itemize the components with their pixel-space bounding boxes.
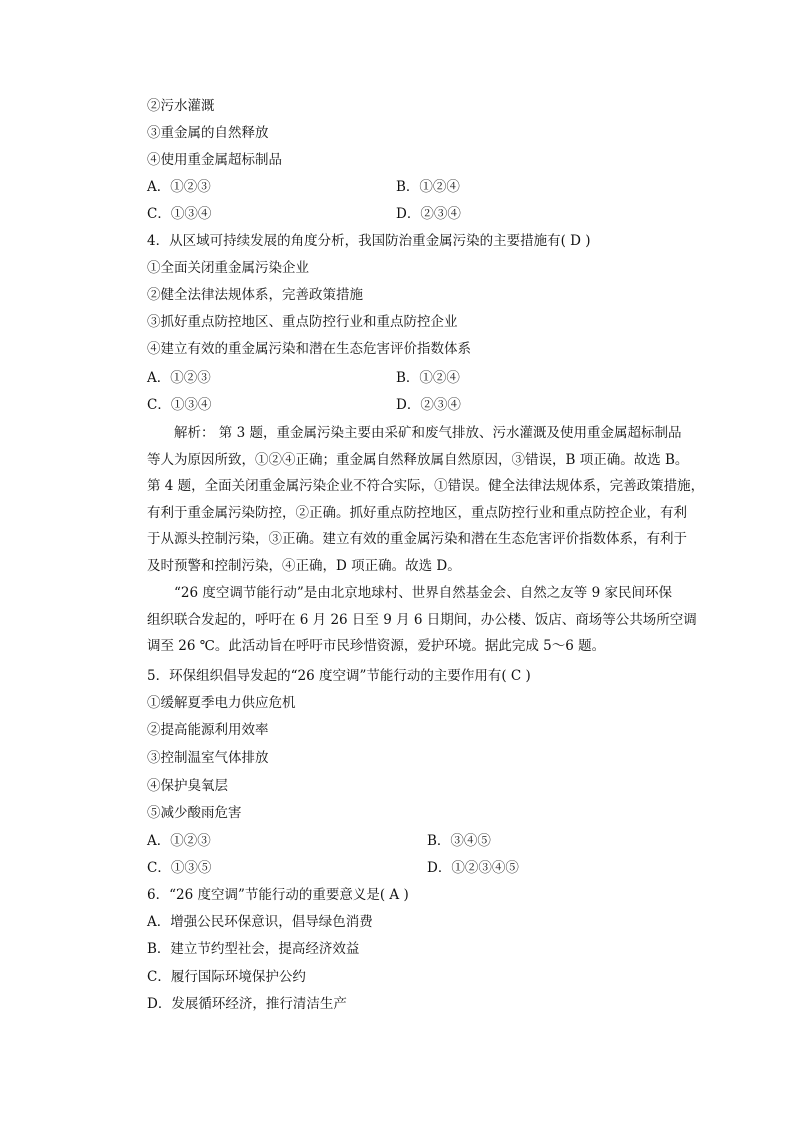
q4-option-a: A．①②③: [147, 370, 211, 386]
q3-item-4: ④使用重金属超标制品: [147, 152, 282, 168]
analysis-line: 解析： 第 3 题，重金属污染主要由采矿和废气排放、污水灌溉及使用重金属超标制品: [174, 425, 682, 441]
q4-item-4: ④建立有效的重金属污染和潜在生态危害评价指数体系: [147, 341, 471, 357]
analysis-line: 第 4 题，全面关闭重金属污染企业不符合实际，①错误。健全法律法规体系，完善政策措施，: [147, 478, 705, 494]
q3-item-2: ②污水灌溉: [147, 98, 215, 114]
analysis-line: 等人为原因所致，①②④正确；重金属自然释放属自然原因，③错误，B 项正确。故选 B。: [147, 451, 689, 468]
q4-item-1: ①全面关闭重金属污染企业: [147, 260, 309, 276]
q4-item-2: ②健全法律法规体系，完善政策措施: [147, 287, 363, 303]
q3-option-a: A．①②③: [147, 179, 211, 195]
q3-option-d: D．②③④: [396, 206, 461, 222]
q3-option-c: C．①③④: [147, 206, 212, 222]
q5-item-1: ①缓解夏季电力供应危机: [147, 695, 296, 711]
q5-item-4: ④保护臭氧层: [147, 778, 228, 794]
q6-option-d: D．发展循环经济，推行清洁生产: [147, 996, 347, 1012]
q4-stem: 4．从区域可持续发展的角度分析，我国防治重金属污染的主要措施有( D ): [147, 233, 591, 249]
material-line: “26 度空调节能行动”是由北京地球村、世界自然基金会、自然之友等 9 家民间环保: [174, 585, 672, 601]
analysis-line: 有利于重金属污染防控，②正确。抓好重点防控地区，重点防控行业和重点防控企业，有利: [147, 504, 687, 521]
q5-option-b: B．③④⑤: [427, 833, 491, 849]
q4-option-c: C．①③④: [147, 397, 212, 413]
q5-stem: 5．环保组织倡导发起的“26 度空调”节能行动的主要作用有( C ): [147, 668, 531, 684]
q5-item-5: ⑤减少酸雨危害: [147, 805, 242, 821]
material-line: 组织联合发起的，呼吁在 6 月 26 日至 9 月 6 日期间，办公楼、饭店、商场等公共场所空调: [147, 611, 697, 628]
material-line: 调至 26 ℃。此活动旨在呼吁市民珍惜资源，爱护环境。据此完成 5～6 题。: [147, 638, 606, 654]
material-paragraph: [147, 580, 697, 660]
q6-option-c: C．履行国际环境保护公约: [147, 969, 306, 985]
q4-option-d: D．②③④: [396, 397, 461, 413]
q3-option-b: B．①②④: [396, 179, 460, 195]
analysis-line: 及时预警和控制污染，④正确，D 项正确。故选 D。: [147, 557, 461, 574]
q4-item-3: ③抓好重点防控地区、重点防控行业和重点防控企业: [147, 314, 458, 330]
q6-stem: 6．“26 度空调”节能行动的重要意义是( A ): [147, 887, 409, 903]
q5-option-d: D．①②③④⑤: [427, 860, 519, 876]
q3-item-3: ③重金属的自然释放: [147, 125, 269, 141]
q5-option-a: A．①②③: [147, 833, 211, 849]
q5-option-c: C．①③⑤: [147, 860, 212, 876]
q6-option-a: A．增强公民环保意识，倡导绿色消费: [147, 914, 373, 930]
analysis-paragraph: [147, 420, 705, 579]
q4-option-b: B．①②④: [396, 370, 460, 386]
q6-option-b: B．建立节约型社会，提高经济效益: [147, 941, 360, 957]
q5-item-3: ③控制温室气体排放: [147, 750, 269, 766]
analysis-line: 于从源头控制污染，③正确。建立有效的重金属污染和潜在生态危害评价指数体系，有利于: [147, 531, 687, 547]
q5-item-2: ②提高能源利用效率: [147, 722, 269, 738]
